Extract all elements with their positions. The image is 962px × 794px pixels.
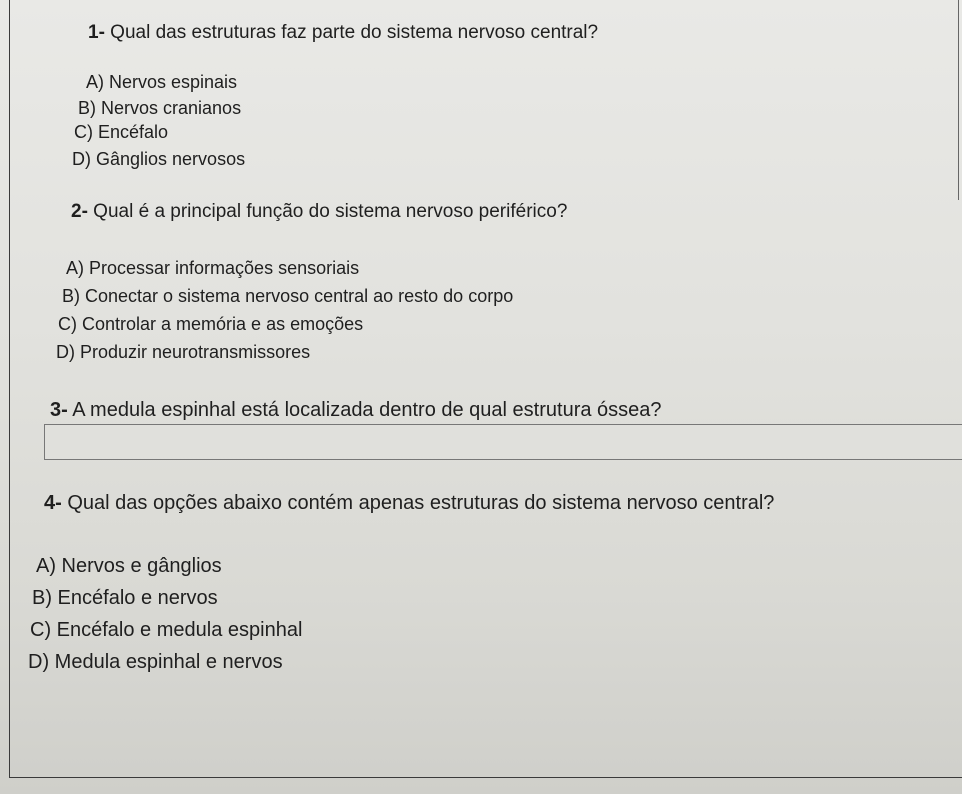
question-1-option-a[interactable]: A) Nervos espinais	[86, 72, 238, 92]
question-1-option-b[interactable]: B) Nervos cranianos	[78, 98, 242, 118]
question-2-option-a[interactable]: A) Processar informações sensoriais	[66, 258, 360, 278]
question-4-option-d[interactable]: D) Medula espinhal e nervos	[28, 651, 283, 673]
frame-left-line	[9, 0, 10, 778]
question-2-option-b[interactable]: B) Conectar o sistema nervoso central ao resto do corpo	[62, 286, 514, 306]
question-1-option-c[interactable]: C) Encéfalo	[74, 122, 169, 142]
question-3	[50, 399, 662, 422]
question-2-text: Qual é a principal função do sistema nervoso periférico?	[87, 201, 568, 222]
question-1	[88, 22, 598, 44]
question-1-number: 1-	[88, 22, 105, 43]
question-2-number: 2-	[71, 201, 88, 222]
question-4	[44, 492, 774, 515]
question-2	[71, 201, 567, 223]
frame-bottom-line	[9, 777, 962, 778]
question-4-option-a[interactable]: A) Nervos e gânglios	[36, 555, 222, 577]
question-4-option-b[interactable]: B) Encéfalo e nervos	[32, 587, 218, 609]
question-3-answer-box[interactable]	[44, 424, 962, 460]
question-3-number: 3-	[50, 399, 68, 421]
question-3-text: A medula espinhal está localizada dentro de qual estrutura óssea?	[67, 399, 662, 421]
question-1-option-d[interactable]: D) Gânglios nervosos	[72, 149, 246, 169]
question-2-option-c[interactable]: C) Controlar a memória e as emoções	[58, 314, 364, 334]
question-4-option-c[interactable]: C) Encéfalo e medula espinhal	[30, 619, 303, 641]
question-4-text: Qual das opções abaixo contém apenas estruturas do sistema nervoso central?	[61, 492, 775, 514]
question-1-text: Qual das estruturas faz parte do sistema nervoso central?	[104, 22, 599, 43]
question-4-number: 4-	[44, 492, 62, 514]
question-2-option-d[interactable]: D) Produzir neurotransmissores	[56, 342, 311, 362]
frame-right-line	[958, 0, 959, 200]
